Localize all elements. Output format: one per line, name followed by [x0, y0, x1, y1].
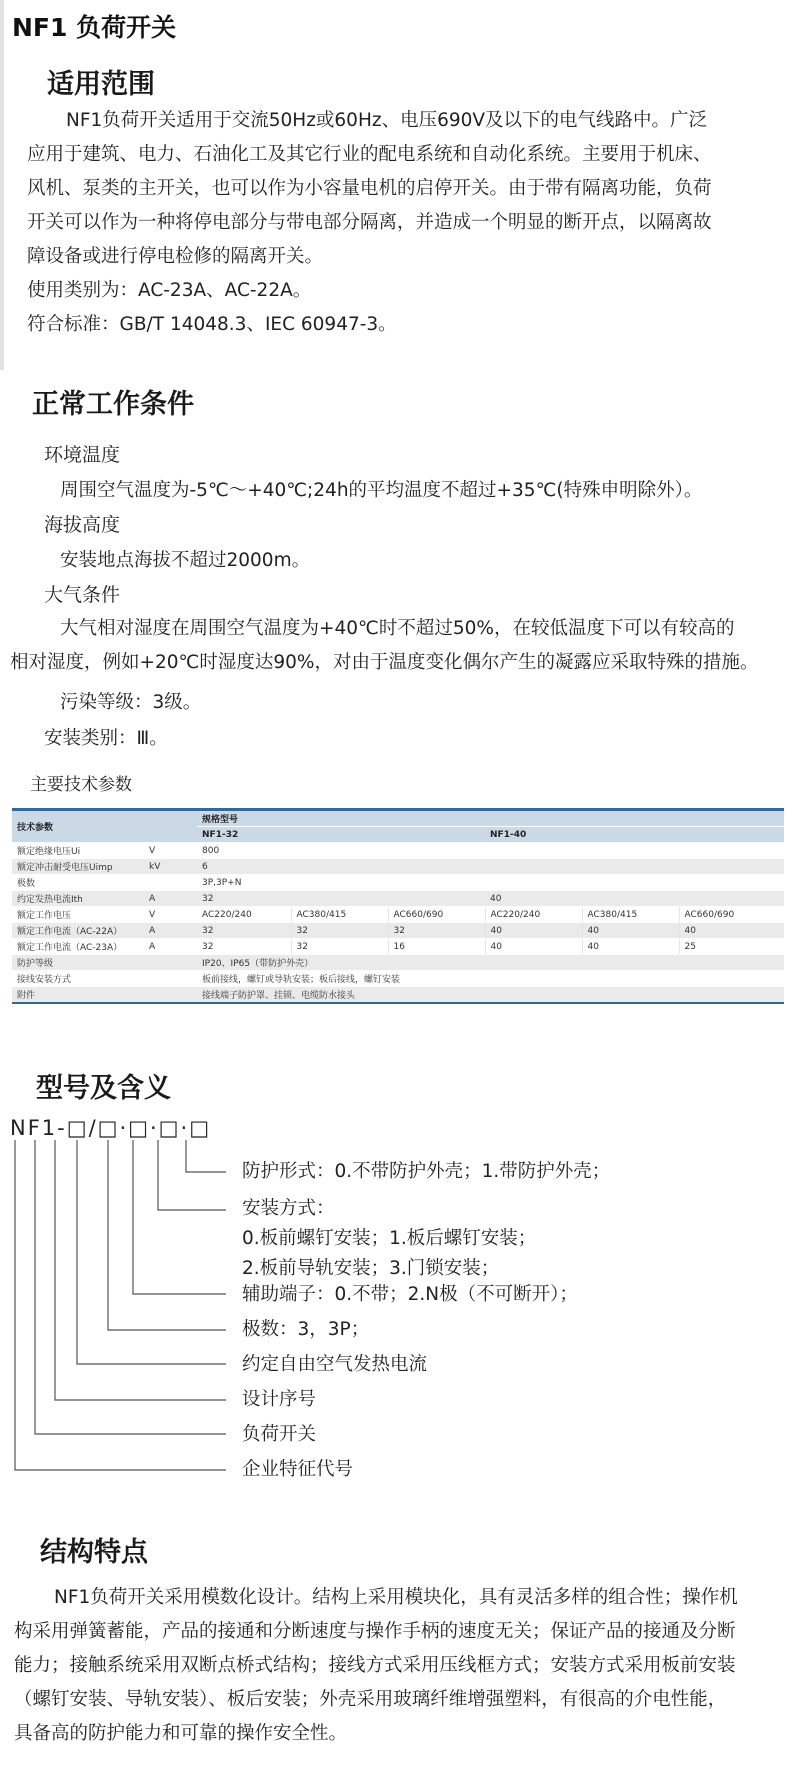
row-unit: A [144, 939, 197, 955]
leader-line-poles [108, 1140, 226, 1330]
label-mounting [242, 1194, 536, 1284]
header-model-a: NF1-32 [197, 827, 485, 843]
row-unit: A [144, 891, 197, 907]
atmosphere-label: 大气条件 [44, 584, 121, 606]
structure-heading: 结构特点 [40, 1537, 148, 1568]
tech-params-heading: 主要技术参数 [30, 775, 132, 795]
label-mounting-title: 安装方式： [242, 1198, 335, 1219]
altitude-text: 安装地点海拔不超过2000m。 [60, 550, 311, 571]
row-label: 防护等级 [12, 955, 197, 971]
row-value: 板前接线，螺钉或导轨安装；板后接线，螺钉安装 [197, 971, 784, 987]
row-unit: V [144, 843, 197, 859]
row-label: 接线安装方式 [12, 971, 197, 987]
row-label: 附件 [12, 987, 197, 1004]
ambient-temp-text: 周围空气温度为-5℃～+40℃;24h的平均温度不超过+35℃(特殊申明除外）。 [60, 480, 703, 501]
scope-line: 障设备或进行停电检修的隔离开关。 [27, 246, 324, 267]
scope-heading: 适用范围 [47, 69, 155, 100]
label-switch: 负荷开关 [242, 1424, 317, 1445]
row-unit: A [144, 923, 197, 939]
row-label: 额定冲击耐受电压Uimp [12, 859, 144, 875]
structure-line: NF1负荷开关采用模数化设计。结构上采用模块化，具有灵活多样的组合性；操作机 [54, 1587, 738, 1608]
install-category: 安装类别：Ⅲ。 [44, 728, 168, 749]
header-spec: 规格型号 [197, 810, 784, 827]
atmosphere-line: 相对湿度，例如+20℃时湿度达90%，对由于温度变化偶尔产生的凝露应采取特殊的措施。 [10, 652, 759, 673]
label-mounting-1: 0.板前螺钉安装；1.板后螺钉安装； [242, 1228, 537, 1249]
cell: 40 [582, 939, 679, 955]
leader-line-company [15, 1140, 226, 1470]
row-value: 800 [197, 843, 784, 859]
scope-line: 开关可以作为一种将停电部分与带电部分隔离，并造成一个明显的断开点，以隔离故 [27, 212, 712, 233]
structure-line: 能力；接触系统采用双断点桥式结构；接线方式采用压线框方式；安装方式采用板前安装 [14, 1655, 736, 1676]
leader-line-mounting [158, 1140, 226, 1210]
page-title: NF1 负荷开关 [12, 13, 177, 42]
row-label: 极数 [12, 875, 144, 891]
label-mounting-2: 2.板前导轨安装；3.门锁安装； [242, 1258, 500, 1279]
row-value: 6 [197, 859, 784, 875]
cell: 40 [582, 923, 679, 939]
cell: 16 [388, 939, 485, 955]
row-value-a: 32 [197, 891, 485, 907]
pollution-degree: 污染等级：3级。 [60, 692, 202, 713]
row-label: 额定绝缘电压Ui [12, 843, 144, 859]
structure-paragraph [14, 1581, 738, 1751]
cell: 40 [485, 923, 582, 939]
label-company: 企业特征代号 [242, 1459, 354, 1480]
cell: 32 [291, 939, 388, 955]
cell: 40 [485, 939, 582, 955]
label-current: 约定自由空气发热电流 [242, 1354, 428, 1375]
label-poles: 极数：3，3P； [242, 1319, 370, 1340]
row-value: 接线端子防护罩、挂锁、电缆防水接头 [197, 987, 784, 1004]
cell: AC660/690 [388, 907, 485, 923]
model-meaning-heading: 型号及含义 [36, 1073, 171, 1104]
leader-line-switch [35, 1140, 226, 1434]
structure-line: 构采用弹簧蓄能，产品的接通和分断速度与操作手柄的速度无关；保证产品的接通及分断 [14, 1621, 736, 1642]
label-design: 设计序号 [242, 1389, 317, 1410]
row-label: 额定工作电流（AC-22A） [12, 923, 144, 939]
row-value: IP20、IP65（带防护外壳） [197, 955, 784, 971]
row-label: 约定发热电流Ith [12, 891, 144, 907]
header-model-b: NF1-40 [485, 827, 784, 843]
cell: 25 [679, 939, 784, 955]
model-code: NF1-□/□·□·□·□ [10, 1116, 212, 1140]
row-value-b: 40 [485, 891, 784, 907]
cell: AC380/415 [582, 907, 679, 923]
cell: AC660/690 [679, 907, 784, 923]
cell: 40 [679, 923, 784, 939]
leader-line-design [55, 1140, 226, 1400]
scope-line: 风机、泵类的主开关，也可以作为小容量电机的启停开关。由于带有隔离功能，负荷 [27, 178, 712, 199]
ambient-temp-label: 环境温度 [44, 444, 121, 466]
row-unit: V [144, 907, 197, 923]
scope-line: NF1负荷开关适用于交流50Hz或60Hz、电压690V及以下的电气线路中。广泛 [66, 110, 708, 131]
cell: 32 [197, 923, 291, 939]
structure-line: （螺钉安装、导轨安装）、板后安装；外壳采用玻璃纤维增强塑料，有很高的介电性能， [14, 1689, 727, 1710]
label-protection: 防护形式：0.不带防护外壳；1.带防护外壳； [242, 1161, 611, 1182]
usage-category: 使用类别为：AC-23A、AC-22A。 [27, 280, 312, 301]
scope-line: 应用于建筑、电力、石油化工及其它行业的配电系统和自动化系统。主要用于机床、 [27, 144, 712, 165]
cell: AC380/415 [291, 907, 388, 923]
leader-line-protection [186, 1140, 226, 1172]
row-unit: kV [144, 859, 197, 875]
structure-line: 具备高的防护能力和可靠的操作安全性。 [14, 1723, 348, 1744]
row-label: 额定工作电流（AC-23A） [12, 939, 144, 955]
cell: AC220/240 [197, 907, 291, 923]
conditions-heading: 正常工作条件 [32, 389, 194, 420]
header-param: 技术参数 [12, 810, 197, 843]
standards: 符合标准：GB/T 14048.3、IEC 60947-3。 [27, 314, 397, 335]
cell: AC220/240 [485, 907, 582, 923]
cell: 32 [291, 923, 388, 939]
leader-line-aux [133, 1140, 226, 1294]
cell: 32 [388, 923, 485, 939]
row-value: 3P,3P+N [197, 875, 784, 891]
cell: 32 [197, 939, 291, 955]
row-label: 额定工作电压 [12, 907, 144, 923]
label-aux: 辅助端子：0.不带；2.N极（不可断开）； [242, 1284, 578, 1305]
atmosphere-line: 大气相对湿度在周围空气温度为+40℃时不超过50%，在较低温度下可以有较高的 [60, 618, 735, 639]
altitude-label: 海拔高度 [44, 514, 121, 536]
